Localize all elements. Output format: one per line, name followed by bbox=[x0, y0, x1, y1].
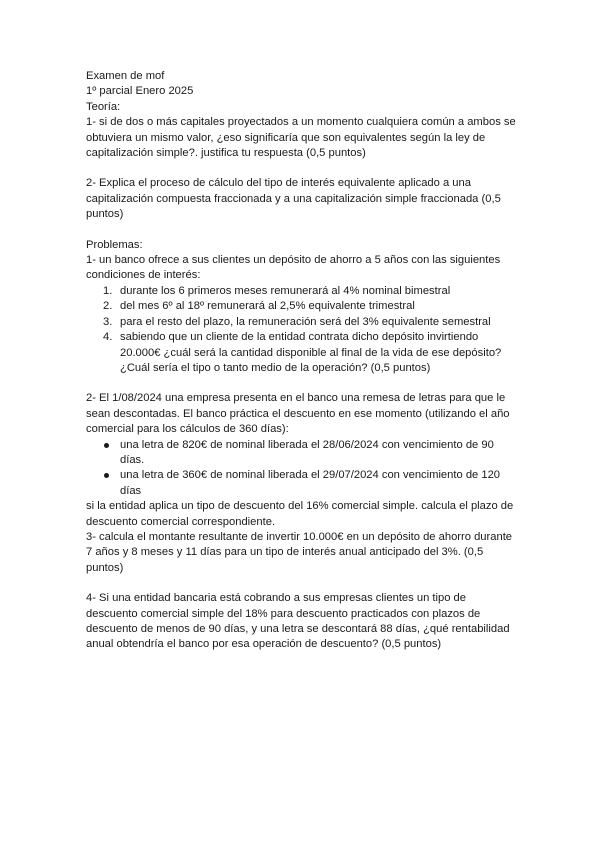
list-marker: 2. bbox=[103, 300, 113, 313]
list-item bbox=[86, 438, 550, 469]
text-line: capitalización compuesta fraccionada y a una capitalización simple fraccionada (0,5 bbox=[86, 192, 501, 205]
bullet-icon bbox=[104, 473, 109, 478]
text-line: 7 años y 8 meses y 11 días para un tipo de interés anual anticipado del 3%. (0,5 bbox=[86, 546, 484, 559]
problem-3 bbox=[86, 530, 550, 576]
text-line: días bbox=[120, 484, 142, 497]
text-line: ¿Cuál sería el tipo o tanto medio de la operación? (0,5 puntos) bbox=[120, 361, 431, 374]
list-marker: 3. bbox=[103, 315, 113, 328]
list-item bbox=[86, 330, 550, 376]
text-line: durante los 6 primeros meses remunerará al 4% nominal bimestral bbox=[120, 284, 451, 297]
text-line: si la entidad aplica un tipo de descuento del 16% comercial simple. calcula el plazo de bbox=[86, 500, 514, 513]
list-item bbox=[86, 468, 550, 499]
exam-header bbox=[86, 69, 550, 115]
exam-title: Examen de mof bbox=[86, 70, 165, 82]
text-line: 20.000€ ¿cuál será la cantidad disponible al final de la vida de ese depósito? bbox=[120, 346, 502, 359]
problem-2 bbox=[86, 391, 550, 530]
list-item bbox=[86, 315, 550, 330]
text-line: una letra de 820€ de nominal liberada el 28/06/2024 con vencimiento de 90 bbox=[120, 438, 494, 451]
text-line: 3- calcula el montante resultante de invertir 10.000€ en un depósito de ahorro durante bbox=[86, 530, 513, 543]
text-line: 4- Si una entidad bancaria está cobrando a sus empresas clientes un tipo de bbox=[86, 592, 466, 605]
text-line: puntos) bbox=[86, 208, 124, 221]
problems-section bbox=[86, 238, 550, 377]
text-line: 2- Explica el proceso de cálculo del tipo de interés equivalente aplicado a una bbox=[86, 177, 471, 190]
text-line: obtuviera un mismo valor, ¿eso significaría que son equivalentes según la ley de bbox=[86, 131, 486, 144]
list-marker: 4. bbox=[103, 331, 113, 344]
text-line: anual obtendría el banco por esa operación de descuento? (0,5 puntos) bbox=[86, 638, 442, 651]
list-item bbox=[86, 284, 550, 299]
problem-1-conditions-list bbox=[86, 284, 550, 376]
list-marker: 1. bbox=[103, 284, 113, 297]
text-line: 2- El 1/08/2024 una empresa presenta en el banco una remesa de letras para que le bbox=[86, 392, 506, 405]
problems-heading: Problemas: bbox=[86, 238, 143, 251]
text-line: capitalización simple?. justifica tu respuesta (0,5 puntos) bbox=[86, 147, 366, 160]
text-line: 1- un banco ofrece a sus clientes un depósito de ahorro a 5 años con las siguientes bbox=[86, 254, 501, 267]
text-line: para el resto del plazo, la remuneración será del 3% equivalente semestral bbox=[120, 315, 491, 328]
text-line: condiciones de interés: bbox=[86, 269, 201, 282]
text-line: del mes 6º al 18º remunerará al 2,5% equivalente trimestral bbox=[120, 300, 415, 313]
text-line: 1- si de dos o más capitales proyectados a un momento cualquiera común a ambos se bbox=[86, 116, 516, 129]
text-line: descuento de menos de 90 días, y una letra se descontará 88 días, ¿qué rentabilidad bbox=[86, 623, 510, 635]
problem-4 bbox=[86, 591, 550, 653]
text-line: descuento comercial correspondiente. bbox=[86, 515, 276, 528]
exam-subtitle: 1º parcial Enero 2025 bbox=[86, 85, 194, 98]
text-line: días. bbox=[120, 453, 145, 466]
text-line: puntos) bbox=[86, 561, 124, 574]
text-line: comercial para los cálculos de 360 días): bbox=[86, 423, 289, 436]
theory-question-2 bbox=[86, 176, 550, 222]
text-line: sabiendo que un cliente de la entidad contrata dicho depósito invirtiendo bbox=[120, 331, 479, 344]
problem-2-bills-list bbox=[86, 438, 550, 500]
text-line: sean descontadas. El banco práctica el descuento en ese momento (utilizando el año bbox=[86, 407, 510, 420]
text-line: descuento comercial simple del 18% para descuento practicados con plazos de bbox=[86, 607, 481, 620]
list-item bbox=[86, 299, 550, 314]
bullet-icon bbox=[104, 443, 109, 448]
theory-heading: Teoría: bbox=[86, 100, 121, 113]
theory-question-1 bbox=[86, 115, 550, 161]
text-line: una letra de 360€ de nominal liberada el 29/07/2024 con vencimiento de 120 bbox=[120, 469, 501, 482]
